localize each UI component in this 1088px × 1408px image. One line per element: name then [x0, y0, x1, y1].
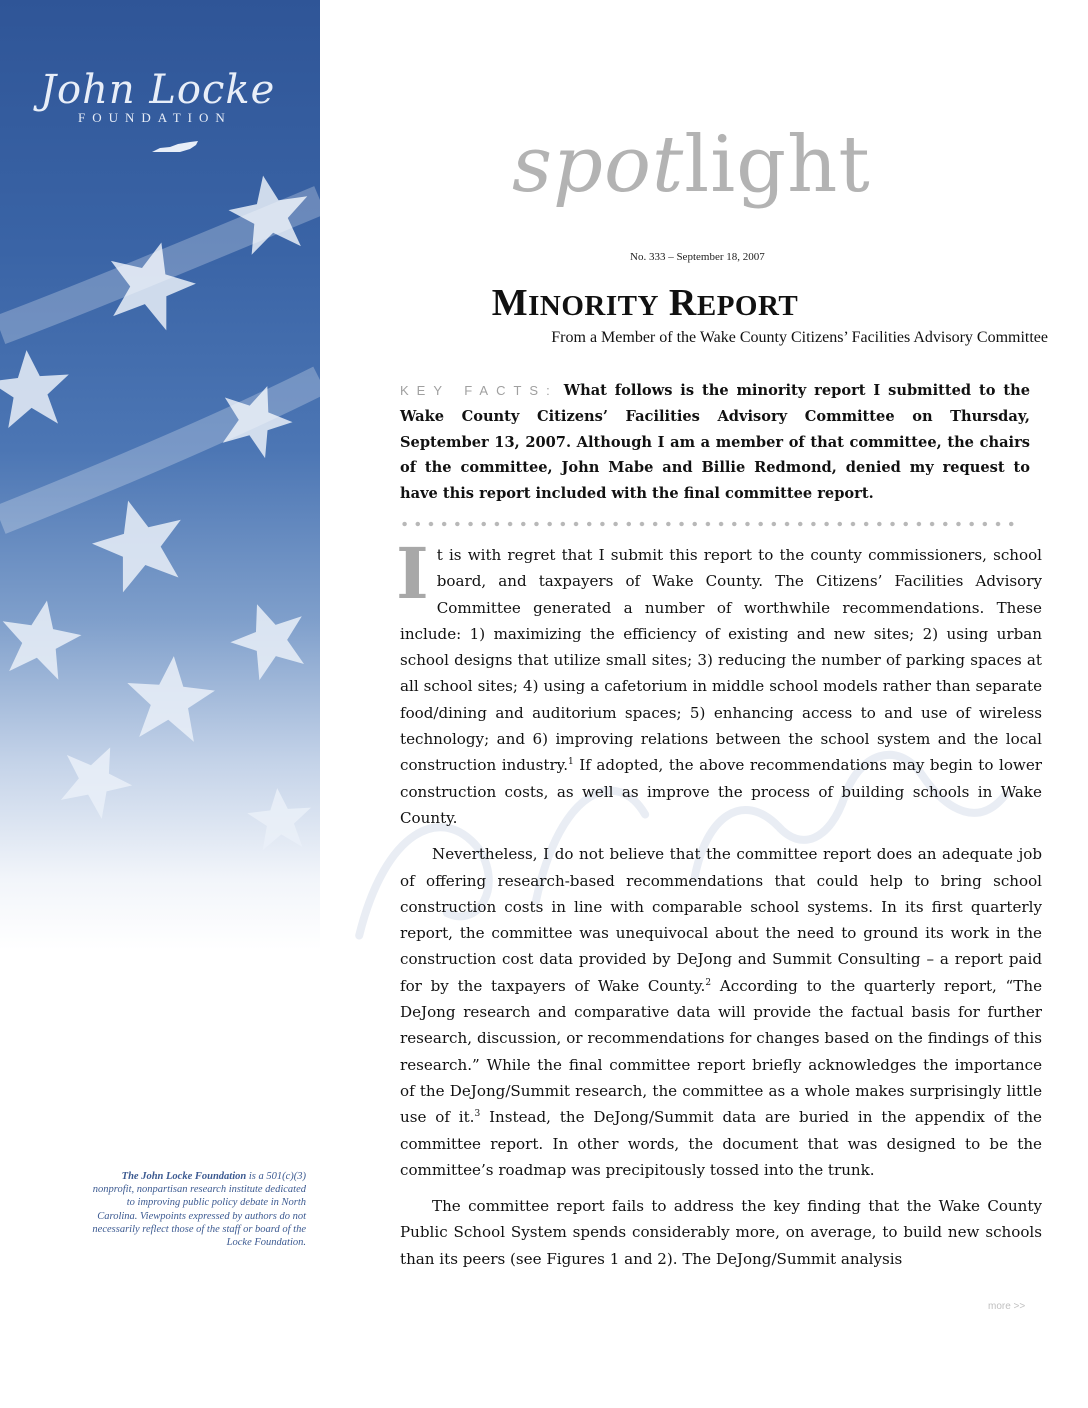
north-carolina-map-icon: [150, 140, 200, 154]
foundation-logo[interactable]: [30, 67, 300, 126]
masthead-spot: spot: [512, 120, 685, 210]
dotted-divider: [398, 520, 1018, 528]
masthead-spotlight: [512, 120, 871, 210]
footnote-ref-3[interactable]: 3: [474, 1109, 481, 1120]
key-facts-text: What follows is the minority report I submitted to the Wake County Citizens’ Facilities Advisory Committee on Thursday, September 13, 2007. Although I am a member of that committee, the chairs of the committee, John Mabe and Billie Redmond, denied my request to have this report included with the final committee report.: [400, 382, 1031, 503]
about-org-name: The John Locke Foundation: [121, 1171, 247, 1182]
paragraph-1-text-a: t is with regret that I submit this report to the county commissioners, school board, and taxpayers of Wake County. The Citizens’ Facilities Advisory Committee generated a number of worthwhile recommendations. These include: 1) maximizing the efficiency of existing and new sites; 2) using urban school designs that utilize small sites; 3) reducing the number of parking spaces at all school sites; 4) using a cafetorium in middle school models rather than separate food/dining and auditorium spaces; 5) enhancing access to and use of wireless technology; and 6) improving relations between the school system and the local construction industry.: [400, 546, 1042, 775]
title-cap-2: R: [668, 282, 697, 324]
paragraph-1-text-b: If adopted, the above recommendations may begin to lower construction costs, as well as improve the process of building schools in Wake County.: [400, 756, 1042, 827]
issue-number-date: No. 333 – September 18, 2007: [630, 251, 765, 263]
footnote-ref-2[interactable]: 2: [705, 977, 712, 988]
paragraph-1: [396, 532, 1042, 831]
sidebar: [0, 0, 320, 1408]
title-rest-1: INORITY: [528, 290, 659, 322]
drop-cap: I: [396, 532, 429, 615]
about-text: is a 501(c)(3) nonprofit, nonpartisan research institute dedicated to improving public policy debate in North Carolina. Viewpoints expressed by authors do not necessarily reflect those of the staff or board of the Locke Foundation.: [92, 1171, 306, 1249]
paragraph-3: The committee report fails to address the key finding that the Wake County Public School System spends considerably more, on average, to build new schools than its peers (see Figures 1 and 2). The DeJong/Summit analysis: [400, 1197, 1042, 1268]
title-rest-2: EPORT: [696, 290, 799, 322]
paragraph-2-text-c: Instead, the DeJong/Summit data are buried in the appendix of the committee report. In other words, the document that was designed to be the committee’s roadmap was precipitously tossed into the trunk.: [400, 1108, 1042, 1179]
key-facts: [400, 378, 1030, 507]
about-blurb: [90, 1170, 306, 1249]
more-link[interactable]: more >>: [988, 1301, 1026, 1312]
key-facts-label: KEY FACTS:: [400, 383, 558, 398]
page-subtitle: From a Member of the Wake County Citizens’ Facilities Advisory Committee: [551, 329, 1048, 346]
footnote-ref-1[interactable]: 1: [568, 757, 574, 768]
article-body: [396, 532, 1042, 1282]
title-cap-1: M: [491, 282, 529, 324]
logo-script: John Locke: [40, 67, 276, 113]
paragraph-2-text-b: According to the quarterly report, “The DeJong research and comparative data will provide the factual basis for further research, discussion, or recommendations for changes based on the findings of this research.” While the final committee report briefly acknowledges the importance of the DeJong/Summit research, the committee as a whole makes surprisingly little use of it.: [400, 976, 1042, 1127]
paragraph-2-text-a: Nevertheless, I do not believe that the committee report does an adequate job of offering research-based recommendations that could help to bring school construction costs in line with comparable school systems. In its first quarterly report, the committee was unequivocal about the need to ground its work in the construction cost data provided by DeJong and Summit Consulting – a report paid for by the taxpayers of Wake County.: [400, 845, 1042, 995]
masthead-light: light: [684, 120, 871, 210]
paragraph-2: [400, 841, 1042, 1183]
page-title: [260, 281, 1030, 325]
logo-foundation-text: FOUNDATION: [78, 110, 232, 125]
